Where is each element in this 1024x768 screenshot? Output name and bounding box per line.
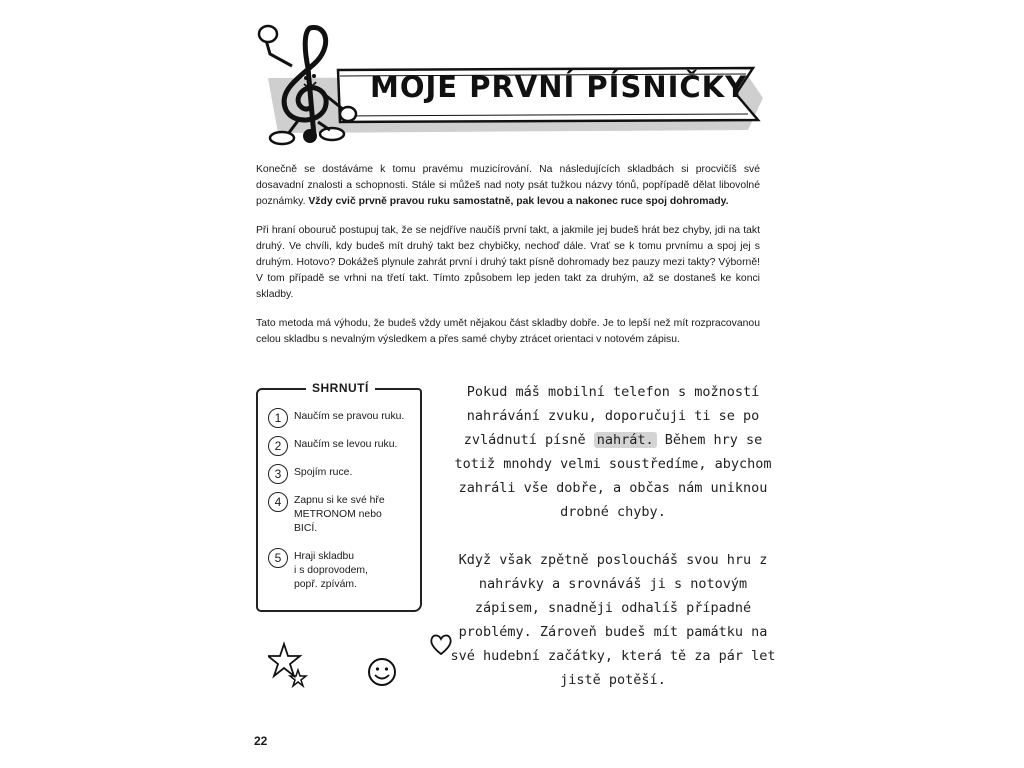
summary-item-text: Hraji skladbu i s doprovodem, popř. zpívám.: [294, 551, 368, 590]
intro-p1-text: Konečně se dostáváme k tomu pravému muzicírování. Na následujících skladbách si procvičíš své dosavadní znalosti a schopnosti. Stále si můžeš nad noty psát tužkou názvy tónů, popřípadě dělat libovolné poznámky.: [256, 164, 760, 207]
heart-icon: [428, 632, 454, 658]
intro-text: [256, 162, 760, 361]
tip-paragraph-2: Když však zpětně posloucháš svou hru z nahrávky a srovnáváš ji s notovým zápisem, snadněji odhalíš případné problémy. Zároveň budeš mít památku na své hudební začátky, která tě za pár let jistě potěší.: [450, 552, 776, 688]
summary-item-text: Spojím ruce.: [294, 467, 353, 478]
smiley-icon: [366, 656, 398, 688]
summary-item-number: 2: [268, 436, 288, 456]
summary-item: [268, 408, 413, 428]
page-number: 22: [254, 734, 268, 748]
tip-p1-text-end: Během hry se totiž mnohdy velmi soustředíme, abychom zahráli vše dobře, a občas nám uniknou drobné chyby.: [454, 432, 772, 520]
summary-item-text: Naučím se pravou ruku.: [294, 411, 405, 422]
summary-item: [268, 436, 413, 456]
intro-p1-bold: Vždy cvič prvně pravou ruku samostatně, pak levou a nakonec ruce spoj dohromady.: [308, 196, 729, 207]
chapter-title: MOJE PRVNÍ PÍSNIČKY: [370, 70, 748, 104]
summary-item: [268, 548, 413, 592]
summary-item: [268, 492, 413, 536]
tip-p1-text: Pokud máš mobilní telefon s možností nahrávání zvuku, doporučuji ti se po zvládnutí písně: [463, 384, 760, 448]
intro-paragraph-1: [256, 162, 760, 210]
treble-clef-mascot-icon: [248, 18, 358, 146]
tip-highlight: nahrát.: [594, 432, 657, 448]
summary-item-text: Naučím se levou ruku.: [294, 439, 398, 450]
handwritten-tip: [448, 380, 778, 716]
summary-item-number: 5: [268, 548, 288, 568]
intro-paragraph-2: Při hraní obouruč postupuj tak, že se nejdříve naučíš první takt, a jakmile jej budeš hrát bez chyby, jdi na takt druhý. Ve chvíli, kdy budeš mít druhý takt bez chybičky, nechoď dále. Vrať se k tomu prvnímu a spoj jej s druhým. Hotovo? Dokážeš plynule zahrát první i druhý takt písně dohromady bez pauzy mezi takty? Výborně! V tom případě se vrhni na třetí takt. Tímto způsobem lep jeden takt za druhým, až se dostaneš ke konci skladby.: [256, 225, 760, 300]
tip-paragraph-1: [448, 380, 778, 524]
summary-item: [268, 464, 413, 484]
summary-box: [256, 381, 422, 612]
intro-paragraph-3: Tato metoda má výhodu, že budeš vždy umět nějakou část skladby dobře. Je to lepší než mít rozpracovanou celou skladbu s nevalným výsledkem a přes samé chyby ztrácet orientaci v notovém zápisu.: [256, 318, 760, 345]
summary-item-number: 3: [268, 464, 288, 484]
summary-item-number: 4: [268, 492, 288, 512]
star-icon: [268, 640, 308, 690]
summary-item-number: 1: [268, 408, 288, 428]
summary-item-text: Zapnu si ke své hře METRONOM nebo BICÍ.: [294, 495, 385, 534]
summary-title: SHRNUTÍ: [306, 381, 375, 395]
